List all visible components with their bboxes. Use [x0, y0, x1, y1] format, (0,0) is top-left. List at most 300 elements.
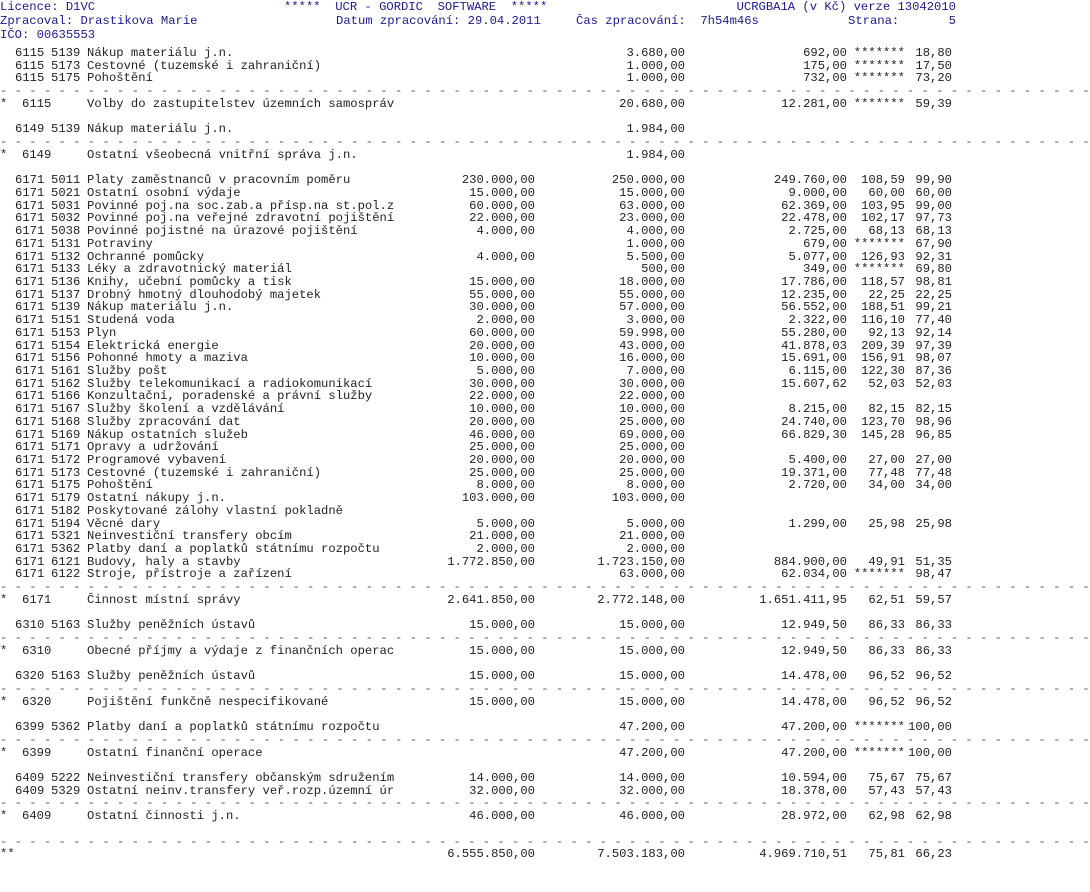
- item-name: Věcné dary: [87, 516, 161, 531]
- item-name: Budovy, haly a stavby: [87, 554, 241, 569]
- approved-budget: 15.000,00: [469, 643, 535, 658]
- actual-spending: 47.200,00: [781, 720, 847, 735]
- actual-spending: 2.725,00: [788, 224, 847, 239]
- item-name: Opravy a udržování: [87, 440, 219, 455]
- approved-budget: 25.000,00: [469, 465, 535, 480]
- subtotal-marker: *: [0, 592, 8, 607]
- pct-of-adjusted: 86,33: [915, 618, 952, 633]
- actual-spending: 349,00: [803, 262, 847, 277]
- pct-of-approved: *******: [853, 745, 905, 760]
- actual-spending: 5.077,00: [788, 249, 847, 264]
- item-name: Drobný hmotný dlouhodobý majetek: [87, 287, 322, 302]
- item-code: 5172: [51, 453, 81, 467]
- adjusted-budget: 7.000,00: [626, 363, 685, 378]
- approved-budget: 46.000,00: [469, 809, 535, 824]
- item-code: 5131: [51, 236, 81, 251]
- item-name: Služby peněžních ústavů: [87, 669, 256, 684]
- paragraph-code: 6171: [15, 224, 45, 239]
- approved-budget: 25.000,00: [469, 440, 535, 455]
- adjusted-budget: 20.680,00: [619, 96, 685, 111]
- item-code: 5362: [51, 720, 81, 735]
- pct-of-adjusted: 57,43: [915, 783, 952, 798]
- approved-budget: 30.000,00: [469, 300, 535, 315]
- paragraph-name: Ostatní činnosti j.n.: [87, 809, 241, 824]
- approved-budget: 2.000,00: [476, 313, 535, 328]
- item-name: Stroje, přístroje a zařízení: [87, 567, 292, 582]
- pct-of-approved: 75,67: [868, 770, 905, 785]
- paragraph-code: 6171: [15, 529, 45, 544]
- table-row: [0, 505, 960, 518]
- item-name: Povinné poj.na veřejné zdravotní pojištění: [87, 211, 395, 226]
- paragraph-code: 6310: [15, 618, 45, 633]
- report-body: [0, 46, 1090, 862]
- approved-budget: 22.000,00: [469, 389, 535, 404]
- table-row: [0, 238, 960, 251]
- adjusted-budget: 25.000,00: [619, 414, 685, 429]
- paragraph-name: Ostatní finanční operace: [87, 745, 263, 760]
- actual-spending: 47.200,00: [781, 745, 847, 760]
- pct-of-approved: 145,28: [861, 427, 905, 442]
- report-header: [0, 0, 960, 42]
- paragraph-code: 6171: [15, 262, 45, 277]
- report-version: UCRGBA1A (v Kč) verze 13042010: [736, 0, 956, 14]
- approved-budget: 22.000,00: [469, 211, 535, 226]
- actual-spending: 12.235,00: [781, 287, 847, 302]
- approved-budget: 30.000,00: [469, 376, 535, 391]
- approved-budget: 5.000,00: [476, 363, 535, 378]
- table-row: [0, 47, 960, 60]
- subtotal-marker: *: [0, 643, 8, 658]
- paragraph-code: 6409: [15, 783, 45, 798]
- page-label: Strana:: [848, 14, 900, 28]
- approved-budget: 2.000,00: [476, 542, 535, 557]
- pct-of-adjusted: 60,00: [915, 185, 952, 200]
- pct-of-adjusted: 18,80: [915, 46, 952, 60]
- item-name: Léky a zdravotnický materiál: [87, 262, 292, 277]
- paragraph-code: 6171: [15, 503, 45, 518]
- paragraph-code: 6171: [22, 592, 52, 607]
- item-code: 5136: [51, 274, 81, 289]
- item-name: Platy zaměstnanců v pracovním poměru: [87, 173, 351, 188]
- pct-of-approved: 122,30: [861, 363, 905, 378]
- adjusted-budget: 47.200,00: [619, 745, 685, 760]
- adjusted-budget: 15.000,00: [619, 694, 685, 709]
- paragraph-code: 6409: [15, 770, 45, 785]
- paragraph-code: 6171: [15, 325, 45, 340]
- separator-line: [0, 732, 1090, 747]
- pct-of-adjusted: 62,98: [915, 809, 952, 824]
- pct-of-adjusted: 59,57: [915, 592, 952, 607]
- adjusted-budget: 1.000,00: [626, 71, 685, 86]
- approved-budget: 20.000,00: [469, 453, 535, 467]
- item-name: Povinné poj.na soc.zab.a přísp.na st.pol.z: [87, 198, 395, 213]
- actual-spending: 62.034,00: [781, 567, 847, 582]
- header-line-2: [0, 14, 960, 28]
- pct-of-approved: 22,25: [868, 287, 905, 302]
- adjusted-budget: 2.000,00: [626, 542, 685, 557]
- item-code: 5321: [51, 529, 81, 544]
- paragraph-code: 6171: [15, 274, 45, 289]
- approved-budget: 8.000,00: [476, 478, 535, 493]
- actual-spending: 19.371,00: [781, 465, 847, 480]
- item-code: 5139: [51, 300, 81, 315]
- approved-budget: 15.000,00: [469, 185, 535, 200]
- item-name: Služby školení a vzdělávání: [87, 402, 285, 417]
- pct-of-adjusted: 52,03: [915, 376, 952, 391]
- paragraph-code: 6171: [15, 389, 45, 404]
- pct-of-approved: 92,13: [868, 325, 905, 340]
- item-name: Pohonné hmoty a maziva: [87, 351, 248, 366]
- actual-spending: 692,00: [803, 46, 847, 60]
- item-name: Ostatní neinv.transfery veř.rozp.územní úr: [87, 783, 395, 798]
- actual-spending: 12.949,50: [781, 643, 847, 658]
- approved-budget: 5.000,00: [476, 516, 535, 531]
- paragraph-code: 6171: [15, 440, 45, 455]
- approved-budget: 15.000,00: [469, 618, 535, 633]
- approved-budget: 230.000,00: [461, 173, 535, 188]
- item-code: 6121: [51, 554, 81, 569]
- item-code: 5362: [51, 542, 81, 557]
- item-name: Potraviny: [87, 236, 153, 251]
- pct-of-adjusted: 86,33: [915, 643, 952, 658]
- approved-budget: 15.000,00: [469, 669, 535, 684]
- approved-budget: 2.641.850,00: [447, 592, 535, 607]
- paragraph-code: 6171: [15, 516, 45, 531]
- pct-of-adjusted: 99,00: [915, 198, 952, 213]
- item-code: 5163: [51, 669, 81, 684]
- item-code: 5182: [51, 503, 81, 518]
- item-code: 5175: [51, 478, 81, 493]
- adjusted-budget: 57.000,00: [619, 300, 685, 315]
- pct-of-approved: 118,57: [861, 274, 905, 289]
- paragraph-code: 6171: [15, 300, 45, 315]
- paragraph-code: 6149: [22, 147, 52, 162]
- actual-spending: 1.299,00: [788, 516, 847, 531]
- adjusted-budget: 21.000,00: [619, 529, 685, 544]
- actual-spending: 15.691,00: [781, 351, 847, 366]
- paragraph-name: Volby do zastupitelstev územních samospráv: [87, 96, 395, 111]
- adjusted-budget: 23.000,00: [619, 211, 685, 226]
- dashed-separator: - - - - - - - - - - - - - - - - - - - - - - - - - - - - - - - - - - - - - - - - - - - - - - - - - - - - - - - - - - - - - - - - - - - - - - - - - - -: [0, 732, 1090, 747]
- item-code: 5162: [51, 376, 81, 391]
- paragraph-code: 6310: [22, 643, 52, 658]
- item-code: 5329: [51, 783, 81, 798]
- adjusted-budget: 1.984,00: [626, 147, 685, 162]
- item-code: 5038: [51, 224, 81, 239]
- actual-spending: 17.786,00: [781, 274, 847, 289]
- subtotal-marker: *: [0, 147, 8, 162]
- item-name: Cestovné (tuzemské i zahraniční): [87, 58, 322, 73]
- actual-spending: 884.900,00: [773, 554, 847, 569]
- approved-budget: 15.000,00: [469, 274, 535, 289]
- table-row: [0, 314, 960, 327]
- item-name: Elektrická energie: [87, 338, 219, 353]
- item-code: 5151: [51, 313, 81, 328]
- pct-of-approved: 25,98: [868, 516, 905, 531]
- pct-of-approved: *******: [853, 46, 905, 60]
- item-code: 5163: [51, 618, 81, 633]
- item-name: Nákup materiálu j.n.: [87, 300, 234, 315]
- pct-of-approved: 68,13: [868, 224, 905, 239]
- approved-budget: 4.000,00: [476, 224, 535, 239]
- paragraph-code: 6171: [15, 376, 45, 391]
- paragraph-code: 6171: [15, 414, 45, 429]
- actual-spending: 15.607,62: [781, 376, 847, 391]
- pct-of-approved: 108,59: [861, 173, 905, 188]
- adjusted-budget: 46.000,00: [619, 809, 685, 824]
- adjusted-budget: 47.200,00: [619, 720, 685, 735]
- adjusted-budget: 16.000,00: [619, 351, 685, 366]
- subtotal-marker: *: [0, 745, 8, 760]
- item-name: Služby peněžních ústavů: [87, 618, 256, 633]
- pct-of-adjusted: 69,80: [915, 262, 952, 277]
- pct-of-adjusted: 22,25: [915, 287, 952, 302]
- approved-budget: 15.000,00: [469, 694, 535, 709]
- item-name: Knihy, učební pomůcky a tisk: [87, 274, 292, 289]
- pct-of-adjusted: 96,52: [915, 694, 952, 709]
- pct-of-adjusted: 99,90: [915, 173, 952, 188]
- licence-label: Licence: D1VC: [0, 0, 96, 14]
- pct-of-adjusted: 97,39: [915, 338, 952, 353]
- adjusted-budget: 32.000,00: [619, 783, 685, 798]
- item-code: 5171: [51, 440, 81, 455]
- subtotal-row: [0, 98, 960, 111]
- item-name: Studená voda: [87, 313, 175, 328]
- actual-spending: 8.215,00: [788, 402, 847, 417]
- separator-line: [0, 84, 1090, 99]
- approved-budget: 20.000,00: [469, 414, 535, 429]
- pct-of-approved: 156,91: [861, 351, 905, 366]
- item-name: Poskytované zálohy vlastní pokladně: [87, 503, 343, 518]
- paragraph-code: 6171: [15, 313, 45, 328]
- table-row: [0, 327, 960, 340]
- table-row: [0, 365, 960, 378]
- item-name: Povinné pojistné na úrazové pojištění: [87, 224, 358, 239]
- pct-of-approved: 57,43: [868, 783, 905, 798]
- paragraph-name: Pojištění funkčně nespecifikované: [87, 694, 329, 709]
- adjusted-budget: 7.503.183,00: [597, 847, 685, 862]
- adjusted-budget: 14.000,00: [619, 770, 685, 785]
- item-code: 5173: [51, 58, 81, 73]
- pct-of-adjusted: 92,31: [915, 249, 952, 264]
- actual-spending: 10.594,00: [781, 770, 847, 785]
- item-code: 5194: [51, 516, 81, 531]
- adjusted-budget: 1.723.150,00: [597, 554, 685, 569]
- dashed-separator: - - - - - - - - - - - - - - - - - - - - - - - - - - - - - - - - - - - - - - - - - - - - - - - - - - - - - - - - - - - - - - - - - - - - - - - - - - -: [0, 135, 1090, 150]
- adjusted-budget: 15.000,00: [619, 643, 685, 658]
- grand-total-row: [0, 848, 960, 861]
- table-row: [0, 225, 960, 238]
- adjusted-budget: 15.000,00: [619, 618, 685, 633]
- actual-spending: 1.651.411,95: [759, 592, 847, 607]
- pct-of-approved: *******: [853, 236, 905, 251]
- approved-budget: 21.000,00: [469, 529, 535, 544]
- item-code: 5139: [51, 122, 81, 137]
- pct-of-adjusted: 96,52: [915, 669, 952, 684]
- paragraph-code: 6171: [15, 351, 45, 366]
- pct-of-approved: 86,33: [868, 643, 905, 658]
- pct-of-approved: 49,91: [868, 554, 905, 569]
- paragraph-code: 6171: [15, 236, 45, 251]
- pct-of-approved: 62,98: [868, 809, 905, 824]
- item-code: 5011: [51, 173, 81, 188]
- paragraph-code: 6115: [15, 46, 45, 60]
- adjusted-budget: 103.000,00: [611, 491, 685, 506]
- adjusted-budget: 15.000,00: [619, 185, 685, 200]
- pct-of-adjusted: 34,00: [915, 478, 952, 493]
- adjusted-budget: 25.000,00: [619, 465, 685, 480]
- item-code: 5021: [51, 185, 81, 200]
- pct-of-adjusted: 77,48: [915, 465, 952, 480]
- actual-spending: 62.369,00: [781, 198, 847, 213]
- pct-of-adjusted: 73,20: [915, 71, 952, 86]
- item-name: Nákup ostatních služeb: [87, 427, 248, 442]
- pct-of-adjusted: 98,07: [915, 351, 952, 366]
- dashed-separator: - - - - - - - - - - - - - - - - - - - - - - - - - - - - - - - - - - - - - - - - - - - - - - - - - - - - - - - - - - - - - - - - - - - - - - - - - - -: [0, 580, 1090, 595]
- item-code: 5222: [51, 770, 81, 785]
- adjusted-budget: 3.000,00: [626, 313, 685, 328]
- paragraph-code: 6171: [15, 478, 45, 493]
- item-code: 5132: [51, 249, 81, 264]
- actual-spending: 6.115,00: [788, 363, 847, 378]
- item-name: Nákup materiálu j.n.: [87, 46, 234, 60]
- item-code: 5031: [51, 198, 81, 213]
- adjusted-budget: 5.500,00: [626, 249, 685, 264]
- system-label: ***** UCR - GORDIC SOFTWARE *****: [284, 0, 548, 14]
- item-name: Služby zpracování dat: [87, 414, 241, 429]
- item-code: 5167: [51, 402, 81, 417]
- item-name: Ochranné pomůcky: [87, 249, 205, 264]
- actual-spending: 175,00: [803, 58, 847, 73]
- actual-spending: 66.829,30: [781, 427, 847, 442]
- paragraph-code: 6171: [15, 491, 45, 506]
- subtotal-row: [0, 696, 960, 709]
- paragraph-name: Obecné příjmy a výdaje z finančních operac: [87, 643, 395, 658]
- approved-budget: 20.000,00: [469, 338, 535, 353]
- pct-of-approved: 96,52: [868, 694, 905, 709]
- item-code: 5179: [51, 491, 81, 506]
- actual-spending: 56.552,00: [781, 300, 847, 315]
- adjusted-budget: 3.680,00: [626, 46, 685, 60]
- dashed-separator: - - - - - - - - - - - - - - - - - - - - - - - - - - - - - - - - - - - - - - - - - - - - - - - - - - - - - - - - - - - - - - - - - - - - - - - - - - -: [0, 796, 1090, 811]
- paragraph-code: 6171: [15, 211, 45, 226]
- separator-line: [0, 631, 1090, 646]
- item-name: Ostatní nákupy j.n.: [87, 491, 226, 506]
- paragraph-code: 6399: [22, 745, 52, 760]
- pct-of-approved: 96,52: [868, 669, 905, 684]
- separator-line: [0, 681, 1090, 696]
- paragraph-code: 6171: [15, 338, 45, 353]
- paragraph-code: 6115: [15, 71, 45, 86]
- subtotal-marker: *: [0, 809, 8, 824]
- paragraph-code: 6171: [15, 402, 45, 417]
- subtotal-row: [0, 594, 960, 607]
- pct-of-approved: *******: [853, 262, 905, 277]
- table-row: [0, 276, 960, 289]
- pct-of-adjusted: 27,00: [915, 453, 952, 467]
- pct-of-adjusted: 96,85: [915, 427, 952, 442]
- pct-of-adjusted: 66,23: [915, 847, 952, 862]
- item-name: Platby daní a poplatků státnímu rozpočtu: [87, 542, 380, 557]
- approved-budget: 14.000,00: [469, 770, 535, 785]
- item-name: Pohoštění: [87, 71, 153, 86]
- actual-spending: 28.972,00: [781, 809, 847, 824]
- adjusted-budget: 4.000,00: [626, 224, 685, 239]
- item-code: 5161: [51, 363, 81, 378]
- pct-of-approved: 27,00: [868, 453, 905, 467]
- subtotal-row: [0, 747, 960, 760]
- paragraph-code: 6320: [15, 669, 45, 684]
- paragraph-code: 6171: [15, 453, 45, 467]
- paragraph-code: 6171: [15, 173, 45, 188]
- actual-spending: 5.400,00: [788, 453, 847, 467]
- item-code: 5173: [51, 465, 81, 480]
- pct-of-adjusted: 97,73: [915, 211, 952, 226]
- paragraph-code: 6171: [15, 567, 45, 582]
- pct-of-approved: 102,17: [861, 211, 905, 226]
- subtotal-row: [0, 810, 960, 823]
- item-code: 6122: [51, 567, 81, 582]
- table-row: [0, 187, 960, 200]
- table-row: [0, 454, 960, 467]
- table-row: [0, 721, 960, 734]
- adjusted-budget: 22.000,00: [619, 389, 685, 404]
- pct-of-approved: *******: [853, 720, 905, 735]
- pct-of-adjusted: 17,50: [915, 58, 952, 73]
- pct-of-approved: 103,95: [861, 198, 905, 213]
- adjusted-budget: 5.000,00: [626, 516, 685, 531]
- approved-budget: 1.772.850,00: [447, 554, 535, 569]
- actual-spending: 2.720,00: [788, 478, 847, 493]
- paragraph-code: 6149: [15, 122, 45, 137]
- item-name: Programové vybavení: [87, 453, 226, 467]
- subtotal-marker: *: [0, 694, 8, 709]
- paragraph-name: Činnost místní správy: [87, 592, 241, 607]
- pct-of-adjusted: 51,35: [915, 554, 952, 569]
- ico-label: IČO: 00635553: [0, 28, 96, 42]
- item-code: 5032: [51, 211, 81, 226]
- paragraph-code: 6171: [15, 554, 45, 569]
- separator-line: [0, 580, 1090, 595]
- actual-spending: 12.949,50: [781, 618, 847, 633]
- pct-of-approved: *******: [853, 567, 905, 582]
- item-name: Služby telekomunikací a radiokomunikací: [87, 376, 373, 391]
- item-name: Konzultační, poradenské a právní služby: [87, 389, 373, 404]
- dashed-separator: - - - - - - - - - - - - - - - - - - - - - - - - - - - - - - - - - - - - - - - - - - - - - - - - - - - - - - - - - - - - - - - - - - - - - - - - - - -: [0, 681, 1090, 696]
- actual-spending: 41.878,03: [781, 338, 847, 353]
- pct-of-adjusted: 98,47: [915, 567, 952, 582]
- actual-spending: 9.000,00: [788, 185, 847, 200]
- adjusted-budget: 2.772.148,00: [597, 592, 685, 607]
- adjusted-budget: 55.000,00: [619, 287, 685, 302]
- paragraph-code: 6171: [15, 363, 45, 378]
- pct-of-adjusted: 82,15: [915, 402, 952, 417]
- processing-time: Čas zpracování: 7h54m46s: [576, 14, 759, 28]
- adjusted-budget: 10.000,00: [619, 402, 685, 417]
- pct-of-approved: 188,51: [861, 300, 905, 315]
- pct-of-approved: 75,81: [868, 847, 905, 862]
- adjusted-budget: 15.000,00: [619, 669, 685, 684]
- item-code: 5166: [51, 389, 81, 404]
- adjusted-budget: 59.998,00: [619, 325, 685, 340]
- item-name: Ostatní osobní výdaje: [87, 185, 241, 200]
- pct-of-approved: 82,15: [868, 402, 905, 417]
- pct-of-approved: 52,03: [868, 376, 905, 391]
- pct-of-approved: 77,48: [868, 465, 905, 480]
- subtotal-marker: *: [0, 96, 8, 111]
- approved-budget: 32.000,00: [469, 783, 535, 798]
- pct-of-adjusted: 100,00: [908, 745, 952, 760]
